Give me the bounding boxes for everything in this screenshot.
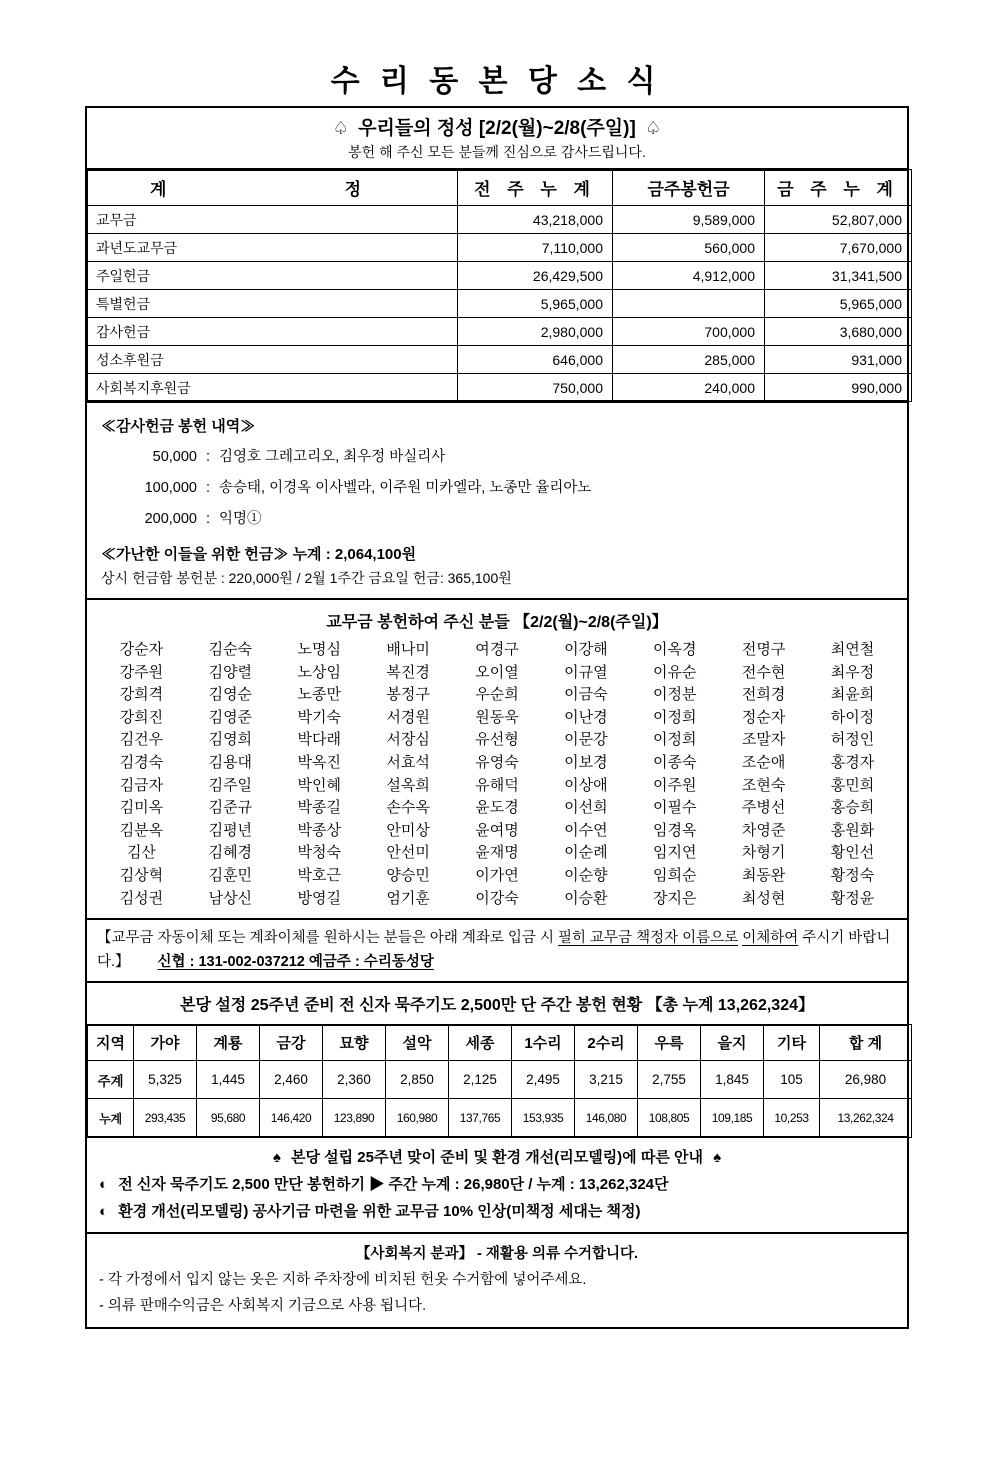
donor-name: 이규열 [564, 663, 608, 681]
page-title: 수 리 동 본 당 소 식 [330, 65, 662, 98]
offering-week-amount [613, 290, 765, 318]
donor-name: 김건우 [119, 731, 164, 749]
donor-row [97, 752, 897, 775]
rosary-cumulative-value: 146,080 [575, 1099, 638, 1138]
welfare-section [85, 1232, 909, 1329]
rosary-col-header: 설악 [386, 1025, 449, 1061]
announcement-item-text: 환경 개선(리모델링) 공사기금 마련을 위한 교무금 10% 인상(미책정 세대는 책정) [118, 1203, 641, 1221]
entry-amount: 100,000 [144, 480, 197, 496]
entry-colon: : [205, 511, 211, 527]
rosary-weekly-value: 2,460 [260, 1061, 323, 1099]
rosary-col-header: 2수리 [575, 1025, 638, 1061]
donor-name: 이문강 [564, 731, 608, 749]
offering-week-total: 931,000 [765, 346, 912, 374]
offering-header-title-text: 우리들의 정성 [2/2(월)~2/8(주일)] [358, 118, 636, 139]
donor-name: 유선형 [475, 731, 519, 749]
entry-names: 송승태, 이경옥 이사벨라, 이주원 미카엘라, 노종만 율리아노 [219, 480, 592, 496]
entry-amount: 200,000 [144, 511, 197, 527]
offering-row-special [88, 290, 912, 318]
donor-name: 박호근 [297, 866, 341, 884]
donor-name: 우순희 [475, 686, 519, 704]
donor-name: 원동욱 [475, 708, 519, 726]
donor-name: 박기숙 [297, 708, 341, 726]
offering-row-welfare [88, 374, 912, 402]
donor-name: 이난경 [564, 708, 608, 726]
donor-row [97, 729, 897, 752]
donor-name: 이수연 [564, 821, 608, 839]
donor-name: 김순숙 [208, 641, 253, 658]
col-header-prev-total: 전 주 누 계 [458, 170, 613, 206]
donor-name: 김영순 [208, 686, 253, 704]
rosary-weekly-value: 2,850 [386, 1061, 449, 1099]
offering-header-section [85, 106, 909, 171]
donor-name: 이금숙 [564, 686, 608, 704]
col-header-category [88, 170, 458, 206]
thanksgiving-detail-section [85, 400, 909, 600]
donor-name: 홍승희 [830, 799, 875, 817]
donor-name: 윤재명 [475, 844, 519, 862]
offering-label: 성소후원금 [88, 346, 458, 374]
account-info: 신협 : 131-002-037212 예금주 : 수리동성당 [157, 954, 434, 971]
offering-table-section [85, 169, 909, 402]
half-circle-bullet-icon: ◐ [99, 1176, 109, 1194]
rosary-cumulative-value: 146,420 [260, 1099, 323, 1138]
donor-name: 이정분 [653, 686, 697, 704]
donor-row [97, 797, 897, 820]
donor-name: 유영숙 [475, 753, 519, 771]
donor-name: 서경원 [386, 708, 430, 726]
donor-name: 김혜경 [208, 844, 253, 862]
rosary-table-section [85, 1024, 909, 1138]
donor-name: 조순애 [741, 753, 786, 771]
donor-name: 차영준 [741, 821, 786, 839]
rosary-col-header: 계룡 [197, 1025, 260, 1061]
donor-name: 이정희 [653, 731, 697, 749]
rosary-weekly-label: 주계 [88, 1061, 134, 1099]
donor-name: 김성권 [119, 889, 164, 907]
half-circle-bullet-icon: ◐ [99, 1203, 109, 1221]
donor-name: 김금자 [119, 776, 164, 794]
rosary-weekly-value: 2,495 [512, 1061, 575, 1099]
rosary-col-header: 금강 [260, 1025, 323, 1061]
donor-name: 김용대 [208, 753, 253, 771]
donor-name: 이가연 [475, 866, 519, 884]
offering-header-row [88, 170, 912, 206]
donor-name: 노명심 [297, 641, 341, 658]
donors-title: 교무금 봉헌하여 주신 분들 【2/2(월)~2/8(주일)】 [326, 614, 668, 631]
donor-name: 방영길 [297, 889, 341, 907]
notice-underlined-text: 이체하여 [742, 930, 799, 947]
offering-week-amount: 560,000 [613, 234, 765, 262]
offering-label: 과년도교무금 [88, 234, 458, 262]
rosary-table [87, 1024, 912, 1138]
donor-name: 최윤희 [830, 686, 875, 704]
rosary-weekly-value: 1,845 [701, 1061, 764, 1099]
donor-name: 조현숙 [741, 776, 786, 794]
offering-week-amount: 285,000 [613, 346, 765, 374]
donor-name: 이정희 [653, 708, 697, 726]
offering-row-thanksgiving [88, 318, 912, 346]
donor-name: 강희진 [119, 708, 164, 726]
donor-name: 최연철 [830, 641, 875, 658]
donor-name: 이옥경 [653, 641, 697, 658]
welfare-line: - 의류 판매수익금은 사회복지 기금으로 사용 됩니다. [99, 1298, 427, 1315]
donor-name: 손수옥 [386, 799, 430, 817]
col-header-week-total: 금 주 누 계 [765, 170, 912, 206]
rosary-col-header: 지역 [88, 1025, 134, 1061]
offering-row-sunday [88, 262, 912, 290]
donor-name: 정순자 [741, 708, 786, 726]
donor-name: 이종숙 [653, 753, 697, 771]
offering-prev-total: 2,980,000 [458, 318, 613, 346]
donor-name: 안선미 [386, 844, 430, 862]
rosary-cumulative-value: 109,185 [701, 1099, 764, 1138]
col-header-jeong: 정 [344, 180, 361, 199]
welfare-line: - 각 가정에서 입지 않는 옷은 지하 주차장에 비치된 헌옷 수거함에 넣어주세요. [99, 1272, 587, 1289]
offering-header-title [87, 113, 907, 140]
rosary-col-header: 을지 [701, 1025, 764, 1061]
donor-name: 박다래 [297, 731, 341, 749]
announcement-item [99, 1171, 895, 1198]
offering-prev-total: 5,965,000 [458, 290, 613, 318]
rosary-cumulative-value: 123,890 [323, 1099, 386, 1138]
rosary-weekly-value: 2,755 [638, 1061, 701, 1099]
donor-row [97, 820, 897, 843]
donor-name: 황정윤 [830, 889, 875, 907]
offering-label: 주일헌금 [88, 262, 458, 290]
rosary-weekly-value: 105 [764, 1061, 820, 1099]
notice-text: 주시기 바랍니다.】 [97, 930, 891, 971]
donor-name: 서장심 [386, 731, 430, 749]
donor-name: 노상임 [297, 663, 341, 681]
donor-name: 전희경 [741, 686, 786, 704]
donor-name: 김영준 [208, 708, 253, 726]
donor-name: 전수현 [741, 663, 786, 681]
offering-week-total: 3,680,000 [765, 318, 912, 346]
rosary-cumulative-value: 108,805 [638, 1099, 701, 1138]
donor-name: 차형기 [741, 844, 786, 862]
rosary-cumulative-value: 153,935 [512, 1099, 575, 1138]
thanksgiving-entry [101, 447, 893, 467]
thanksgiving-detail-title: ≪감사헌금 봉헌 내역≫ [101, 418, 256, 435]
donor-name: 오이열 [475, 663, 519, 681]
donor-row [97, 775, 897, 798]
donor-name: 김훈민 [208, 866, 253, 884]
rosary-cumulative-value: 95,680 [197, 1099, 260, 1138]
donor-name: 노종만 [297, 686, 341, 704]
rosary-cumulative-value: 137,765 [449, 1099, 512, 1138]
rosary-cumulative-value: 160,980 [386, 1099, 449, 1138]
spade-filled-right-icon: ♠ [713, 1149, 722, 1167]
offering-row-vocation [88, 346, 912, 374]
donor-name: 강희격 [119, 686, 164, 704]
donor-name: 김산 [126, 844, 156, 862]
notice-text: 【교무금 자동이체 또는 계좌이체를 원하시는 분들은 아래 계좌로 입금 시 [97, 930, 558, 947]
donor-name: 김경숙 [119, 753, 164, 771]
rosary-weekly-row [88, 1061, 912, 1099]
donor-row [97, 865, 897, 888]
donor-name: 김상혁 [119, 866, 164, 884]
donor-name: 이순향 [564, 866, 608, 884]
offering-week-total: 990,000 [765, 374, 912, 402]
offering-row-gyomugeum [88, 206, 912, 234]
offering-header-subtitle: 봉헌 해 주신 모든 분들께 진심으로 감사드립니다. [348, 144, 646, 160]
donor-name: 전명구 [741, 641, 786, 658]
donor-name: 윤도경 [475, 799, 519, 817]
offering-week-total: 7,670,000 [765, 234, 912, 262]
donor-row [97, 888, 897, 911]
donor-name: 박인혜 [297, 776, 341, 794]
thanksgiving-entry [101, 509, 893, 529]
offering-week-amount: 9,589,000 [613, 206, 765, 234]
spade-filled-left-icon: ♠ [272, 1149, 281, 1167]
donor-name: 이필수 [653, 799, 697, 817]
donor-name: 김양렬 [208, 663, 253, 681]
entry-names: 익명① [219, 511, 262, 527]
donor-name: 임희순 [653, 866, 697, 884]
rosary-col-header: 1수리 [512, 1025, 575, 1061]
donor-name: 엄기훈 [386, 889, 430, 907]
rosary-cumulative-value: 293,435 [134, 1099, 197, 1138]
donor-name: 허정인 [830, 731, 875, 749]
donor-name: 김주일 [208, 776, 253, 794]
donor-name: 최우정 [830, 663, 875, 681]
poor-fund-title: ≪가난한 이들을 위한 헌금≫ 누계 : 2,064,100원 [101, 546, 417, 563]
donor-name: 장지은 [653, 889, 697, 907]
donor-name: 이순례 [564, 844, 608, 862]
donor-name: 홍경자 [830, 753, 875, 771]
donor-name: 임경옥 [653, 821, 697, 839]
donor-name: 이승환 [564, 889, 608, 907]
donor-name: 홍원화 [830, 821, 875, 839]
donor-name: 강순자 [119, 641, 164, 658]
donor-name: 홍민희 [830, 776, 875, 794]
donor-name: 임지연 [653, 844, 697, 862]
donor-name: 이주원 [653, 776, 697, 794]
rosary-weekly-value: 2,125 [449, 1061, 512, 1099]
donor-name: 유해덕 [475, 776, 519, 794]
offering-row-past-gyomugeum [88, 234, 912, 262]
donor-name: 김준규 [208, 799, 253, 817]
donor-name: 황인선 [830, 844, 875, 862]
offering-week-amount: 700,000 [613, 318, 765, 346]
offering-week-amount: 240,000 [613, 374, 765, 402]
rosary-col-header: 묘향 [323, 1025, 386, 1061]
entry-colon: : [205, 480, 211, 496]
offering-week-total: 31,341,500 [765, 262, 912, 290]
rosary-col-header: 가야 [134, 1025, 197, 1061]
offering-week-total: 52,807,000 [765, 206, 912, 234]
rosary-weekly-value: 2,360 [323, 1061, 386, 1099]
donor-name: 하이정 [830, 708, 875, 726]
bulletin-page [0, 56, 992, 1459]
rosary-weekly-value: 3,215 [575, 1061, 638, 1099]
donor-name: 김분옥 [119, 821, 164, 839]
offering-prev-total: 750,000 [458, 374, 613, 402]
donor-name: 이강해 [564, 641, 608, 658]
donor-name: 김평년 [208, 821, 253, 839]
welfare-title: 【사회복지 분과】 - 재활용 의류 수거합니다. [355, 1246, 639, 1263]
document-body [85, 106, 909, 1329]
donor-row [97, 707, 897, 730]
col-header-gye: 계 [150, 180, 167, 199]
spade-outline-right-icon: ♤ [645, 118, 662, 138]
offering-label: 특별헌금 [88, 290, 458, 318]
rosary-cumulative-value: 10,253 [764, 1099, 820, 1138]
offering-prev-total: 26,429,500 [458, 262, 613, 290]
donor-row [97, 684, 897, 707]
offering-label: 감사헌금 [88, 318, 458, 346]
donor-name: 박옥진 [297, 753, 341, 771]
rosary-col-header: 세종 [449, 1025, 512, 1061]
offering-week-amount: 4,912,000 [613, 262, 765, 290]
donor-name: 박종상 [297, 821, 341, 839]
offering-prev-total: 7,110,000 [458, 234, 613, 262]
rosary-col-header: 기타 [764, 1025, 820, 1061]
donor-name: 서효석 [386, 753, 430, 771]
thanksgiving-entry [101, 478, 893, 498]
donor-name: 황정숙 [830, 866, 875, 884]
donor-name: 양승민 [386, 866, 430, 884]
announcement-title-text: 본당 설립 25주년 맞이 준비 및 환경 개선(리모델링)에 따른 안내 [291, 1149, 703, 1167]
announcement-item-text: 전 신자 묵주기도 2,500 만단 봉헌하기 ▶ 주간 누계 : 26,980단 / 누계 : 13,262,324단 [118, 1176, 669, 1194]
col-header-week-offering: 금주봉헌금 [613, 170, 765, 206]
donor-name: 이강숙 [475, 889, 519, 907]
donor-name: 박청숙 [297, 844, 341, 862]
offering-label: 교무금 [88, 206, 458, 234]
donor-name: 최성현 [741, 889, 786, 907]
offering-prev-total: 646,000 [458, 346, 613, 374]
offering-label: 사회복지후원금 [88, 374, 458, 402]
notice-underlined-text: 필히 교무금 책정자 이름으로 [558, 930, 739, 947]
transfer-notice-section [85, 918, 909, 983]
donor-name: 이상애 [564, 776, 608, 794]
donor-name: 여경구 [475, 641, 519, 658]
donor-row [97, 662, 897, 685]
rosary-col-header: 우륵 [638, 1025, 701, 1061]
donor-name: 김영희 [208, 731, 253, 749]
donor-name: 강주원 [119, 663, 164, 681]
entry-colon: : [205, 449, 211, 465]
donor-name: 봉정구 [386, 686, 430, 704]
donor-name: 복진경 [386, 663, 430, 681]
donor-name: 이유순 [653, 663, 697, 681]
rosary-cumulative-value: 13,262,324 [820, 1099, 912, 1138]
rosary-weekly-value: 26,980 [820, 1061, 912, 1099]
announcement-title [99, 1144, 895, 1171]
rosary-weekly-value: 1,445 [197, 1061, 260, 1099]
rosary-cumulative-label: 누계 [88, 1099, 134, 1138]
entry-names: 김영호 그레고리오, 최우정 바실리사 [219, 449, 446, 465]
donor-name: 안미상 [386, 821, 430, 839]
rosary-header-row [88, 1025, 912, 1061]
donor-name: 설옥희 [386, 776, 430, 794]
rosary-weekly-value: 5,325 [134, 1061, 197, 1099]
donor-name: 남상신 [208, 889, 253, 907]
donor-name: 조말자 [741, 731, 786, 749]
offering-table [87, 169, 912, 402]
announcement-item [99, 1198, 895, 1225]
donor-name: 윤여명 [475, 821, 519, 839]
donors-section [85, 598, 909, 920]
donor-name: 최동완 [741, 866, 786, 884]
rosary-cumulative-row [88, 1099, 912, 1138]
donor-row [97, 842, 897, 865]
donor-name: 박종길 [297, 799, 341, 817]
poor-fund-detail: 상시 헌금함 봉헌분 : 220,000원 / 2월 1주간 금요일 헌금: 365,100원 [101, 570, 512, 586]
donor-name: 김미옥 [119, 799, 164, 817]
rosary-status-title: 본당 설정 25주년 준비 전 신자 묵주기도 2,500만 단 주간 봉헌 현황 【총 누계 13,262,324】 [85, 981, 909, 1026]
donor-name: 주병선 [741, 799, 786, 817]
entry-amount: 50,000 [152, 449, 197, 465]
announcement-section [85, 1136, 909, 1234]
donor-row [97, 639, 897, 662]
donor-name: 이보경 [564, 753, 608, 771]
spade-outline-left-icon: ♤ [332, 118, 349, 138]
donor-name: 이선희 [564, 799, 608, 817]
offering-week-total: 5,965,000 [765, 290, 912, 318]
offering-prev-total: 43,218,000 [458, 206, 613, 234]
rosary-col-header: 합 계 [820, 1025, 912, 1061]
donor-name: 배나미 [386, 641, 430, 658]
